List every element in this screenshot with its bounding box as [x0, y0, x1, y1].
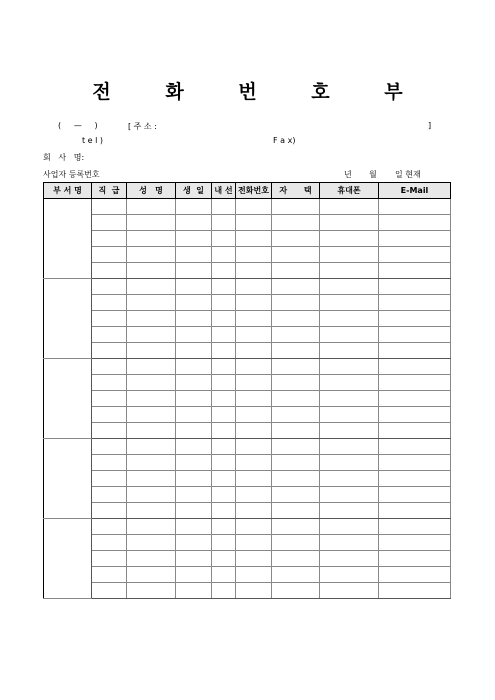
entry-cell[interactable]: [320, 295, 379, 311]
entry-cell[interactable]: [272, 215, 320, 231]
entry-cell[interactable]: [127, 439, 176, 455]
entry-cell[interactable]: [379, 487, 451, 503]
entry-cell[interactable]: [236, 423, 272, 439]
entry-cell[interactable]: [127, 503, 176, 519]
date-year: 년: [344, 170, 352, 179]
entry-cell[interactable]: [127, 327, 176, 343]
entry-cell[interactable]: [236, 439, 272, 455]
entry-cell[interactable]: [379, 279, 451, 295]
entry-cell[interactable]: [212, 359, 236, 375]
entry-cell[interactable]: [127, 375, 176, 391]
entry-cell[interactable]: [320, 311, 379, 327]
entry-cell[interactable]: [176, 215, 212, 231]
entry-cell[interactable]: [379, 583, 451, 599]
entry-cell[interactable]: [320, 327, 379, 343]
entry-cell[interactable]: [320, 215, 379, 231]
entry-cell[interactable]: [320, 279, 379, 295]
entry-cell[interactable]: [92, 519, 127, 535]
entry-cell[interactable]: [236, 199, 272, 215]
entry-cell[interactable]: [92, 359, 127, 375]
table-row: [44, 279, 451, 295]
table-row: [44, 471, 451, 487]
entry-cell[interactable]: [127, 231, 176, 247]
table-header-row: [44, 183, 451, 199]
entry-cell[interactable]: [236, 519, 272, 535]
entry-cell[interactable]: [92, 503, 127, 519]
entry-cell[interactable]: [176, 327, 212, 343]
entry-cell[interactable]: [272, 359, 320, 375]
entry-cell[interactable]: [212, 311, 236, 327]
entry-cell[interactable]: [127, 311, 176, 327]
entry-cell[interactable]: [320, 231, 379, 247]
entry-cell[interactable]: [272, 279, 320, 295]
entry-cell[interactable]: [272, 455, 320, 471]
table-row: [44, 583, 451, 599]
entry-cell[interactable]: [212, 439, 236, 455]
table-row: [44, 391, 451, 407]
entry-cell[interactable]: [320, 551, 379, 567]
col-header: 전화번호: [236, 183, 272, 199]
table-row: [44, 407, 451, 423]
entry-cell[interactable]: [379, 343, 451, 359]
department-cell[interactable]: [44, 519, 92, 599]
entry-cell[interactable]: [272, 311, 320, 327]
col-header: 내 선: [212, 183, 236, 199]
entry-cell[interactable]: [236, 455, 272, 471]
entry-cell[interactable]: [320, 391, 379, 407]
entry-cell[interactable]: [127, 519, 176, 535]
col-header: 성 명: [127, 183, 176, 199]
entry-cell[interactable]: [176, 423, 212, 439]
entry-cell[interactable]: [176, 295, 212, 311]
entry-cell[interactable]: [127, 407, 176, 423]
entry-cell[interactable]: [92, 583, 127, 599]
entry-cell[interactable]: [272, 295, 320, 311]
entry-cell[interactable]: [272, 343, 320, 359]
entry-cell[interactable]: [320, 455, 379, 471]
entry-cell[interactable]: [176, 247, 212, 263]
entry-cell[interactable]: [236, 231, 272, 247]
table-row: [44, 423, 451, 439]
department-cell[interactable]: [44, 199, 92, 279]
entry-cell[interactable]: [176, 567, 212, 583]
entry-cell[interactable]: [92, 423, 127, 439]
entry-cell[interactable]: [176, 503, 212, 519]
address-label: [ 주 소 :: [128, 122, 157, 131]
entry-cell[interactable]: [92, 391, 127, 407]
entry-cell[interactable]: [92, 215, 127, 231]
entry-cell[interactable]: [92, 567, 127, 583]
entry-cell[interactable]: [176, 199, 212, 215]
table-row: [44, 215, 451, 231]
entry-cell[interactable]: [127, 247, 176, 263]
entry-cell[interactable]: [379, 231, 451, 247]
entry-cell[interactable]: [236, 311, 272, 327]
entry-cell[interactable]: [127, 423, 176, 439]
table-row: [44, 519, 451, 535]
entry-cell[interactable]: [176, 231, 212, 247]
entry-cell[interactable]: [236, 391, 272, 407]
entry-cell[interactable]: [236, 327, 272, 343]
table-row: [44, 327, 451, 343]
table-row: [44, 439, 451, 455]
col-header: 휴대폰: [320, 183, 379, 199]
tel-label: t e l ): [82, 136, 104, 145]
entry-cell[interactable]: [92, 295, 127, 311]
entry-cell[interactable]: [212, 551, 236, 567]
entry-cell[interactable]: [320, 423, 379, 439]
entry-cell[interactable]: [127, 487, 176, 503]
table-row: [44, 551, 451, 567]
entry-cell[interactable]: [92, 279, 127, 295]
entry-cell[interactable]: [127, 471, 176, 487]
entry-cell[interactable]: [320, 567, 379, 583]
entry-cell[interactable]: [212, 583, 236, 599]
entry-cell[interactable]: [212, 407, 236, 423]
entry-cell[interactable]: [212, 231, 236, 247]
entry-cell[interactable]: [92, 487, 127, 503]
entry-cell[interactable]: [272, 519, 320, 535]
entry-cell[interactable]: [320, 263, 379, 279]
entry-cell[interactable]: [127, 455, 176, 471]
entry-cell[interactable]: [212, 279, 236, 295]
entry-cell[interactable]: [379, 311, 451, 327]
entry-cell[interactable]: [320, 519, 379, 535]
entry-cell[interactable]: [127, 295, 176, 311]
entry-cell[interactable]: [320, 583, 379, 599]
table-row: [44, 199, 451, 215]
col-header: E-Mail: [379, 183, 451, 199]
entry-cell[interactable]: [212, 343, 236, 359]
entry-cell[interactable]: [272, 439, 320, 455]
entry-cell[interactable]: [236, 583, 272, 599]
entry-cell[interactable]: [212, 247, 236, 263]
table-row: [44, 263, 451, 279]
entry-cell[interactable]: [176, 375, 212, 391]
entry-cell[interactable]: [176, 535, 212, 551]
entry-cell[interactable]: [379, 423, 451, 439]
entry-cell[interactable]: [127, 551, 176, 567]
col-header: 생 일: [176, 183, 212, 199]
entry-cell[interactable]: [320, 487, 379, 503]
table-row: [44, 295, 451, 311]
entry-cell[interactable]: [176, 487, 212, 503]
entry-cell[interactable]: [92, 535, 127, 551]
entry-cell[interactable]: [379, 263, 451, 279]
entry-cell[interactable]: [379, 471, 451, 487]
entry-cell[interactable]: [212, 471, 236, 487]
entry-cell[interactable]: [212, 423, 236, 439]
entry-cell[interactable]: [272, 487, 320, 503]
table-row: [44, 535, 451, 551]
entry-cell[interactable]: [272, 583, 320, 599]
entry-cell[interactable]: [379, 535, 451, 551]
entry-cell[interactable]: [272, 391, 320, 407]
entry-cell[interactable]: [176, 343, 212, 359]
entry-cell[interactable]: [176, 551, 212, 567]
entry-cell[interactable]: [379, 359, 451, 375]
entry-cell[interactable]: [212, 295, 236, 311]
entry-cell[interactable]: [127, 391, 176, 407]
entry-cell[interactable]: [272, 247, 320, 263]
entry-cell[interactable]: [379, 503, 451, 519]
table-row: [44, 567, 451, 583]
table-row: [44, 311, 451, 327]
entry-cell[interactable]: [272, 535, 320, 551]
department-cell[interactable]: [44, 439, 92, 519]
table-body: [44, 199, 451, 599]
entry-cell[interactable]: [176, 455, 212, 471]
entry-cell[interactable]: [379, 455, 451, 471]
entry-cell[interactable]: [212, 535, 236, 551]
entry-cell[interactable]: [379, 247, 451, 263]
entry-cell[interactable]: [176, 311, 212, 327]
entry-cell[interactable]: [379, 567, 451, 583]
entry-cell[interactable]: [320, 535, 379, 551]
entry-cell[interactable]: [92, 455, 127, 471]
entry-cell[interactable]: [236, 551, 272, 567]
entry-cell[interactable]: [127, 263, 176, 279]
entry-cell[interactable]: [272, 199, 320, 215]
entry-cell[interactable]: [212, 391, 236, 407]
department-cell[interactable]: [44, 279, 92, 359]
entry-cell[interactable]: [127, 583, 176, 599]
table-row: [44, 231, 451, 247]
entry-cell[interactable]: [92, 471, 127, 487]
phone-line: ( — ): [58, 121, 98, 130]
table-row: [44, 455, 451, 471]
entry-cell[interactable]: [92, 343, 127, 359]
entry-cell[interactable]: [92, 375, 127, 391]
entry-cell[interactable]: [92, 407, 127, 423]
entry-cell[interactable]: [92, 263, 127, 279]
entry-cell[interactable]: [272, 423, 320, 439]
entry-cell[interactable]: [176, 407, 212, 423]
entry-cell[interactable]: [272, 263, 320, 279]
entry-cell[interactable]: [127, 567, 176, 583]
entry-cell[interactable]: [272, 407, 320, 423]
entry-cell[interactable]: [92, 231, 127, 247]
entry-cell[interactable]: [379, 215, 451, 231]
entry-cell[interactable]: [320, 359, 379, 375]
entry-cell[interactable]: [236, 295, 272, 311]
entry-cell[interactable]: [236, 215, 272, 231]
entry-cell[interactable]: [236, 247, 272, 263]
entry-cell[interactable]: [92, 551, 127, 567]
entry-cell[interactable]: [272, 327, 320, 343]
entry-cell[interactable]: [236, 535, 272, 551]
table-row: [44, 359, 451, 375]
entry-cell[interactable]: [176, 519, 212, 535]
entry-cell[interactable]: [272, 231, 320, 247]
entry-cell[interactable]: [320, 199, 379, 215]
entry-cell[interactable]: [236, 471, 272, 487]
table-row: [44, 503, 451, 519]
registration-label: 사업자 등록번호: [43, 170, 100, 179]
entry-cell[interactable]: [212, 567, 236, 583]
entry-cell[interactable]: [92, 311, 127, 327]
entry-cell[interactable]: [212, 487, 236, 503]
entry-cell[interactable]: [212, 519, 236, 535]
date-day-current: 일 현재: [395, 170, 421, 179]
entry-cell[interactable]: [212, 199, 236, 215]
col-header: 자 택: [272, 183, 320, 199]
entry-cell[interactable]: [379, 551, 451, 567]
table-row: [44, 247, 451, 263]
entry-cell[interactable]: [236, 503, 272, 519]
entry-cell[interactable]: [212, 455, 236, 471]
entry-cell[interactable]: [320, 407, 379, 423]
table-row: [44, 375, 451, 391]
entry-cell[interactable]: [272, 471, 320, 487]
entry-cell[interactable]: [212, 263, 236, 279]
department-cell[interactable]: [44, 359, 92, 439]
entry-cell[interactable]: [127, 359, 176, 375]
entry-cell[interactable]: [127, 343, 176, 359]
entry-cell[interactable]: [236, 359, 272, 375]
entry-cell[interactable]: [212, 375, 236, 391]
entry-cell[interactable]: [127, 215, 176, 231]
entry-cell[interactable]: [236, 487, 272, 503]
entry-cell[interactable]: [176, 263, 212, 279]
entry-cell[interactable]: [236, 567, 272, 583]
entry-cell[interactable]: [272, 551, 320, 567]
entry-cell[interactable]: [379, 327, 451, 343]
entry-cell[interactable]: [236, 343, 272, 359]
entry-cell[interactable]: [272, 375, 320, 391]
entry-cell[interactable]: [379, 199, 451, 215]
entry-cell[interactable]: [379, 407, 451, 423]
entry-cell[interactable]: [320, 343, 379, 359]
entry-cell[interactable]: [176, 583, 212, 599]
entry-cell[interactable]: [92, 439, 127, 455]
entry-cell[interactable]: [212, 327, 236, 343]
entry-cell[interactable]: [176, 391, 212, 407]
date-month: 월: [369, 170, 377, 179]
entry-cell[interactable]: [320, 471, 379, 487]
entry-cell[interactable]: [127, 199, 176, 215]
page-title: 전 화 번 호 부: [92, 81, 427, 103]
entry-cell[interactable]: [379, 439, 451, 455]
entry-cell[interactable]: [92, 247, 127, 263]
entry-cell[interactable]: [176, 359, 212, 375]
entry-cell[interactable]: [127, 279, 176, 295]
entry-cell[interactable]: [379, 391, 451, 407]
entry-cell[interactable]: [320, 439, 379, 455]
entry-cell[interactable]: [236, 279, 272, 295]
entry-cell[interactable]: [272, 567, 320, 583]
entry-cell[interactable]: [236, 375, 272, 391]
entry-cell[interactable]: [176, 439, 212, 455]
entry-cell[interactable]: [127, 535, 176, 551]
entry-cell[interactable]: [379, 519, 451, 535]
fax-label: F a x): [273, 136, 296, 145]
entry-cell[interactable]: [92, 327, 127, 343]
col-header: 직 급: [92, 183, 127, 199]
entry-cell[interactable]: [92, 199, 127, 215]
entry-cell[interactable]: [236, 263, 272, 279]
entry-cell[interactable]: [212, 215, 236, 231]
entry-cell[interactable]: [176, 279, 212, 295]
phone-book-table: [43, 182, 451, 599]
entry-cell[interactable]: [320, 247, 379, 263]
table-row: [44, 343, 451, 359]
entry-cell[interactable]: [320, 375, 379, 391]
entry-cell[interactable]: [320, 503, 379, 519]
entry-cell[interactable]: [272, 503, 320, 519]
col-header: 부 서 명: [44, 183, 92, 199]
table-row: [44, 487, 451, 503]
address-close: ]: [428, 121, 432, 130]
entry-cell[interactable]: [212, 503, 236, 519]
entry-cell[interactable]: [379, 295, 451, 311]
entry-cell[interactable]: [379, 375, 451, 391]
company-label: 회 사 명:: [43, 153, 85, 162]
entry-cell[interactable]: [236, 407, 272, 423]
entry-cell[interactable]: [176, 471, 212, 487]
